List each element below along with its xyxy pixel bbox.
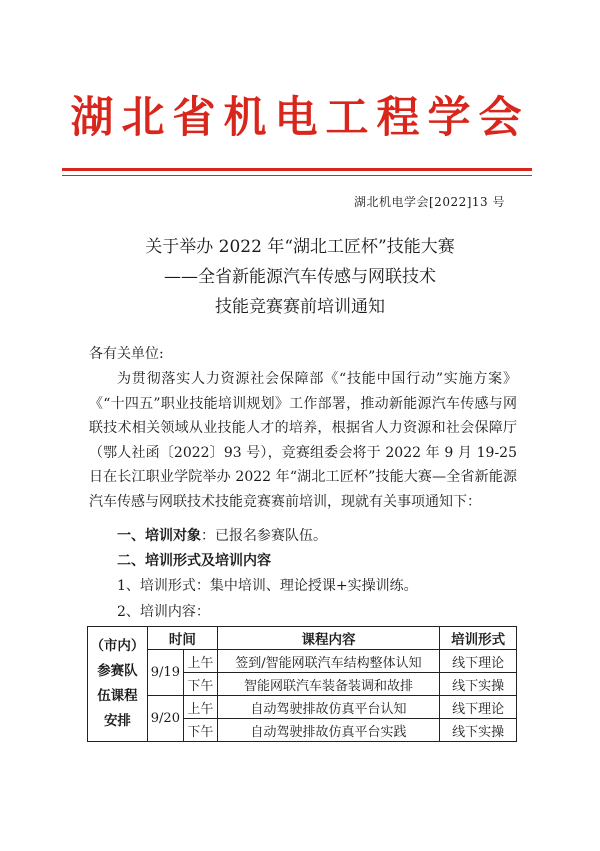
- title-line-3: 技能竞赛赛前培训通知: [215, 297, 385, 317]
- date-cell: 9/20: [147, 696, 183, 742]
- content-cell: 智能网联汽车装备装调和故排: [217, 673, 439, 696]
- item-2-heading: 二、培训形式及培训内容: [117, 553, 271, 569]
- organization-letterhead: 湖北省机电工程学会: [70, 93, 530, 143]
- period-cell: 上午: [183, 696, 217, 719]
- table-row: [88, 650, 517, 673]
- title-line-1: 关于举办 2022 年“湖北工匠杯”技能大赛: [145, 237, 455, 257]
- content-cell: 自动驾驶排故仿真平台实践: [217, 719, 439, 742]
- side-label-line: 安排: [103, 713, 131, 729]
- format-cell: 线下实操: [440, 673, 517, 696]
- letterhead-thin-rule: [62, 175, 532, 176]
- schedule-table: [87, 626, 517, 742]
- side-label-line: 伍课程: [97, 688, 138, 704]
- period-cell: 下午: [183, 673, 217, 696]
- content-cell: 自动驾驶排故仿真平台认知: [217, 696, 439, 719]
- salutation: 各有关单位:: [89, 346, 164, 362]
- format-cell: 线下实操: [440, 719, 517, 742]
- sub-item-2: 2、培训内容：: [117, 604, 210, 620]
- item-1-training-target: [117, 525, 327, 547]
- format-cell: 线下理论: [440, 696, 517, 719]
- date-cell: 9/19: [147, 650, 183, 696]
- header-time: 时间: [147, 627, 217, 650]
- item-1-label: 一、培训对象: [117, 528, 201, 544]
- intro-paragraph: 为贯彻落实人力资源社会保障部《“技能中国行动”实施方案》《“十四五”职业技能培训规划》工作部署，推动新能源汽车传感与网联技术相关领域从业技能人才的培养，根据省人力资源和社会保障厅（鄂人社函〔2022〕93 号），竞赛组委会将于 2022 年 9 月 19-25 日在长江职业学院举办 2022 年“湖北工匠杯”技能大赛—全省新能源汽车传感与网联技术技能竞赛赛前培训，现就有关事项通知下：: [89, 371, 517, 510]
- period-cell: 上午: [183, 650, 217, 673]
- side-label-line: （市内）: [90, 638, 145, 654]
- document-number: 湖北机电学会[2022]13 号: [354, 195, 505, 209]
- format-cell: 线下理论: [440, 650, 517, 673]
- sub-item-1: 1、培训形式：集中培训、理论授课+实操训练。: [117, 578, 418, 594]
- side-label-line: 参赛队: [97, 663, 138, 679]
- table-header-row: [88, 627, 517, 650]
- table-row: [88, 696, 517, 719]
- table-side-label: [88, 627, 148, 742]
- title-line-2: ——全省新能源汽车传感与网联技术: [164, 267, 436, 287]
- header-format: 培训形式: [440, 627, 517, 650]
- period-cell: 下午: [183, 719, 217, 742]
- content-cell: 签到/智能网联汽车结构整体认知: [217, 650, 439, 673]
- header-content: 课程内容: [217, 627, 439, 650]
- item-1-text: ：已报名参赛队伍。: [201, 528, 327, 544]
- letterhead-thick-rule: [62, 168, 532, 171]
